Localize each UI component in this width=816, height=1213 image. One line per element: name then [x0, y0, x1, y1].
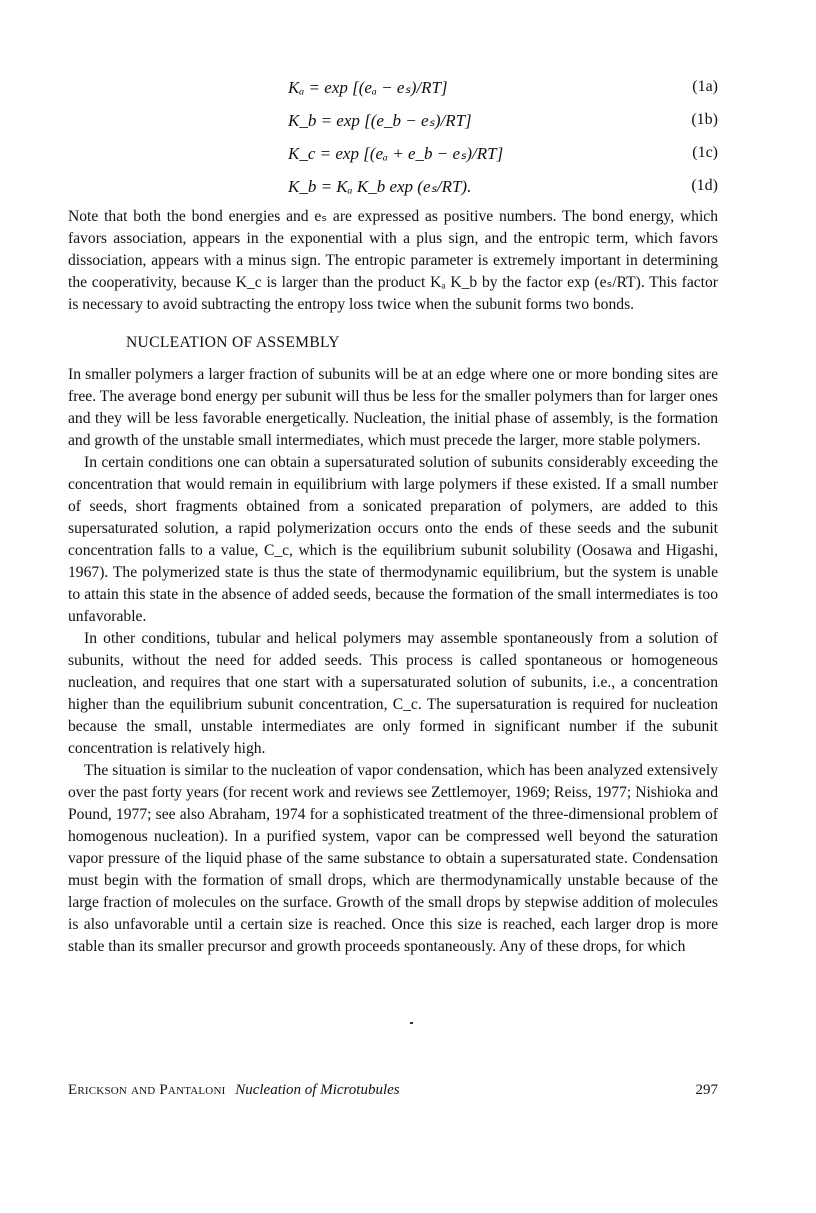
paragraph: The situation is similar to the nucleation of vapor condensation, which has been analyzed extensively over the past forty years (for recent work and reviews see Zettlemoyer, 1969; Reiss, 1977; Nishioka and Pound, 1977; see also Abraham, 1974 for a sophisticated treatment of the three-dimensional problem of homogenous nucleation). In a purified system, vapor can be compressed well beyond the saturation vapor pressure of the liquid phase of the same substance to obtain a supersaturated state. Condensation must begin with the formation of small drops, which are thermodynamically unstable because of the large fraction of molecules on the surface. Growth of the small drops by stepwise addition of molecules is also unfavorable until a certain size is reached. Once this size is reached, each larger drop is more stable than its smaller precursor and growth proceeds spontaneously. Any of these drops, for which: [68, 762, 718, 955]
equation-1d: [0, 171, 816, 204]
equation-1a: [0, 72, 816, 105]
equation-1b: [0, 105, 816, 138]
equation-block: [0, 72, 816, 204]
equation-formula: Kₐ = exp [(eₐ − eₛ)/RT]: [288, 78, 448, 97]
equation-number: (1c): [692, 144, 718, 161]
page-footer: [68, 1082, 718, 1104]
equation-number: (1b): [691, 111, 718, 128]
running-footer: [68, 1082, 400, 1099]
equation-formula: K_b = Kₐ K_b exp (eₛ/RT).: [288, 177, 472, 196]
paragraph: In smaller polymers a larger fraction of subunits will be at an edge where one or more bonding sites are free. The average bond energy per subunit will thus be less for the smaller polymers than for larger ones and they will be less favorable energetically. Nucleation, the initial phase of assembly, is the formation and growth of the unstable small intermediates, which must precede the larger, more stable polymers.: [68, 366, 718, 449]
paragraph: In certain conditions one can obtain a supersaturated solution of subunits considerably exceeding the concentration that would remain in equilibrium with large polymers if these existed. If a small number of seeds, short fragments obtained from a sonicated preparation of polymers, are added to this supersaturated solution, a rapid polymerization occurs onto the ends of these seeds and the subunit concentration falls to a value, C_c, which is the equilibrium subunit solubility (Oosawa and Higashi, 1967). The polymerized state is thus the state of thermodynamic equilibrium, but the system is unable to attain this state in the absence of added seeds, because the formation of the small intermediates is too unfavorable.: [68, 454, 718, 625]
equation-formula: K_c = exp [(eₐ + e_b − eₛ)/RT]: [288, 144, 504, 163]
footer-title: Nucleation of Microtubules: [235, 1082, 400, 1098]
page-number: 297: [695, 1082, 718, 1098]
body-text: [68, 206, 718, 958]
section-heading: NUCLEATION OF ASSEMBLY: [126, 334, 340, 351]
equation-formula: K_b = exp [(e_b − eₛ)/RT]: [288, 111, 472, 130]
equation-1c: [0, 138, 816, 171]
equation-number: (1a): [692, 78, 718, 95]
footer-authors: Erickson and Pantaloni: [68, 1082, 226, 1098]
paragraph: In other conditions, tubular and helical polymers may assemble spontaneously from a solution of subunits, without the need for added seeds. This process is called spontaneous or homogeneous nucleation, and requires that one start with a supersaturated solution of subunits, i.e., a concentration higher than the equilibrium subunit concentration, C_c. The supersaturation is required for nucleation because the small, unstable intermediates are only formed in significant number if the subunit concentration is relatively high.: [68, 630, 718, 757]
print-speck: [410, 1022, 413, 1024]
equation-number: (1d): [691, 177, 718, 194]
intro-paragraph: Note that both the bond energies and eₛ are expressed as positive numbers. The bond energy, which favors association, appears in the exponential with a plus sign, and the entropic term, which favors dissociation, appears with a minus sign. The entropic parameter is extremely important in determining the cooperativity, because K_c is larger than the product Kₐ K_b by the factor exp (eₛ/RT). This factor is necessary to avoid subtracting the entropy loss twice when the subunit forms two bonds.: [68, 208, 718, 313]
